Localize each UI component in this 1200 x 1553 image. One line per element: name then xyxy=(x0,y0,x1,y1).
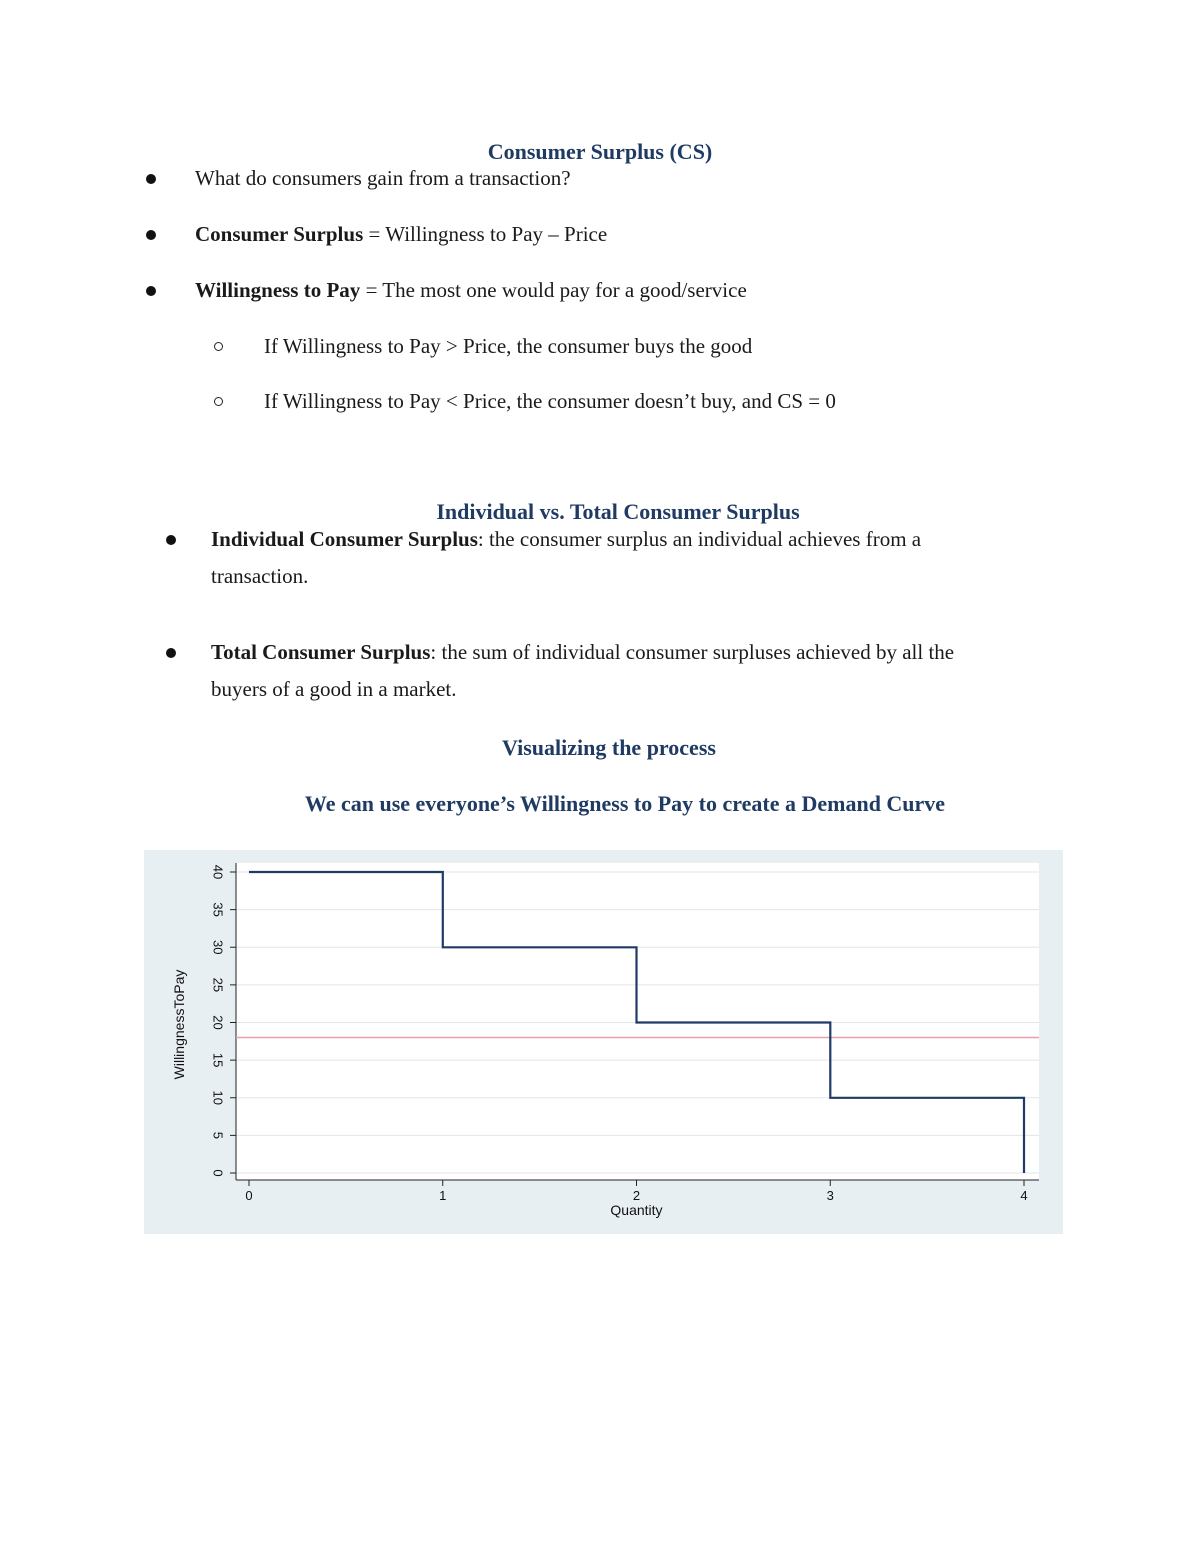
y-tick-label: 35 xyxy=(210,902,226,917)
bullet-dot xyxy=(166,535,176,545)
sub-bullet-circle xyxy=(214,397,223,406)
bullet-individual-consumer-surplus xyxy=(211,521,921,595)
bullet-dot xyxy=(146,286,156,296)
bullet-dot xyxy=(146,174,156,184)
demand-curve-chart xyxy=(144,850,1063,1234)
y-tick-label: 30 xyxy=(210,940,226,955)
bullet-total-consumer-surplus xyxy=(211,634,954,708)
x-tick-label: 4 xyxy=(1020,1188,1028,1203)
bullet-text-continued: transaction. xyxy=(211,564,309,588)
section-title-visualizing: Visualizing the process xyxy=(502,735,716,760)
sub-bullet-doesnt-buy: If Willingness to Pay < Price, the consumer doesn’t buy, and CS = 0 xyxy=(264,389,836,413)
x-tick-label: 3 xyxy=(826,1188,834,1203)
y-tick-label: 25 xyxy=(210,977,226,993)
bullet-text: : the sum of individual consumer surpluses achieved by all the xyxy=(430,640,955,664)
x-axis-title: Quantity xyxy=(610,1202,663,1218)
bullet-text-continued: buyers of a good in a market. xyxy=(211,677,457,701)
x-tick-label: 0 xyxy=(245,1188,253,1203)
y-tick-label: 5 xyxy=(210,1131,226,1139)
bullet-term: Total Consumer Surplus xyxy=(211,640,431,664)
y-axis-title: WillingnessToPay xyxy=(171,969,187,1080)
y-tick-label: 0 xyxy=(210,1169,226,1177)
bullet-term: Willingness to Pay xyxy=(195,278,361,302)
y-tick-label: 20 xyxy=(210,1015,226,1030)
y-tick-label: 15 xyxy=(210,1052,226,1068)
section-subtitle-demand-curve: We can use everyone’s Willingness to Pay to create a Demand Curve xyxy=(304,791,946,816)
bullet-text: = Willingness to Pay – Price xyxy=(363,222,608,246)
y-tick-label: 40 xyxy=(210,864,226,880)
bullet-text: What do consumers gain from a transaction? xyxy=(195,166,571,190)
bullet-dot xyxy=(166,648,176,658)
x-tick-label: 2 xyxy=(632,1188,641,1203)
bullet-what-do-consumers-gain xyxy=(195,160,571,197)
section-title-individual-vs-total: Individual vs. Total Consumer Surplus xyxy=(436,499,800,524)
bullet-term: Consumer Surplus xyxy=(195,222,364,246)
sub-bullet-buys: If Willingness to Pay > Price, the consumer buys the good xyxy=(264,334,753,358)
chart-svg xyxy=(144,850,1063,1234)
bullet-term: Individual Consumer Surplus xyxy=(211,527,478,551)
bullet-text: : the consumer surplus an individual achieves from a xyxy=(477,527,922,551)
section-title-consumer-surplus: Consumer Surplus (CS) xyxy=(487,139,713,164)
x-tick-label: 1 xyxy=(439,1188,447,1203)
sub-bullet-circle xyxy=(214,342,223,351)
y-tick-label: 10 xyxy=(210,1090,226,1105)
bullet-willingness-to-pay-definition xyxy=(195,272,747,309)
bullet-consumer-surplus-definition xyxy=(195,216,607,253)
bullet-text: = The most one would pay for a good/service xyxy=(360,278,747,302)
bullet-dot xyxy=(146,230,156,240)
